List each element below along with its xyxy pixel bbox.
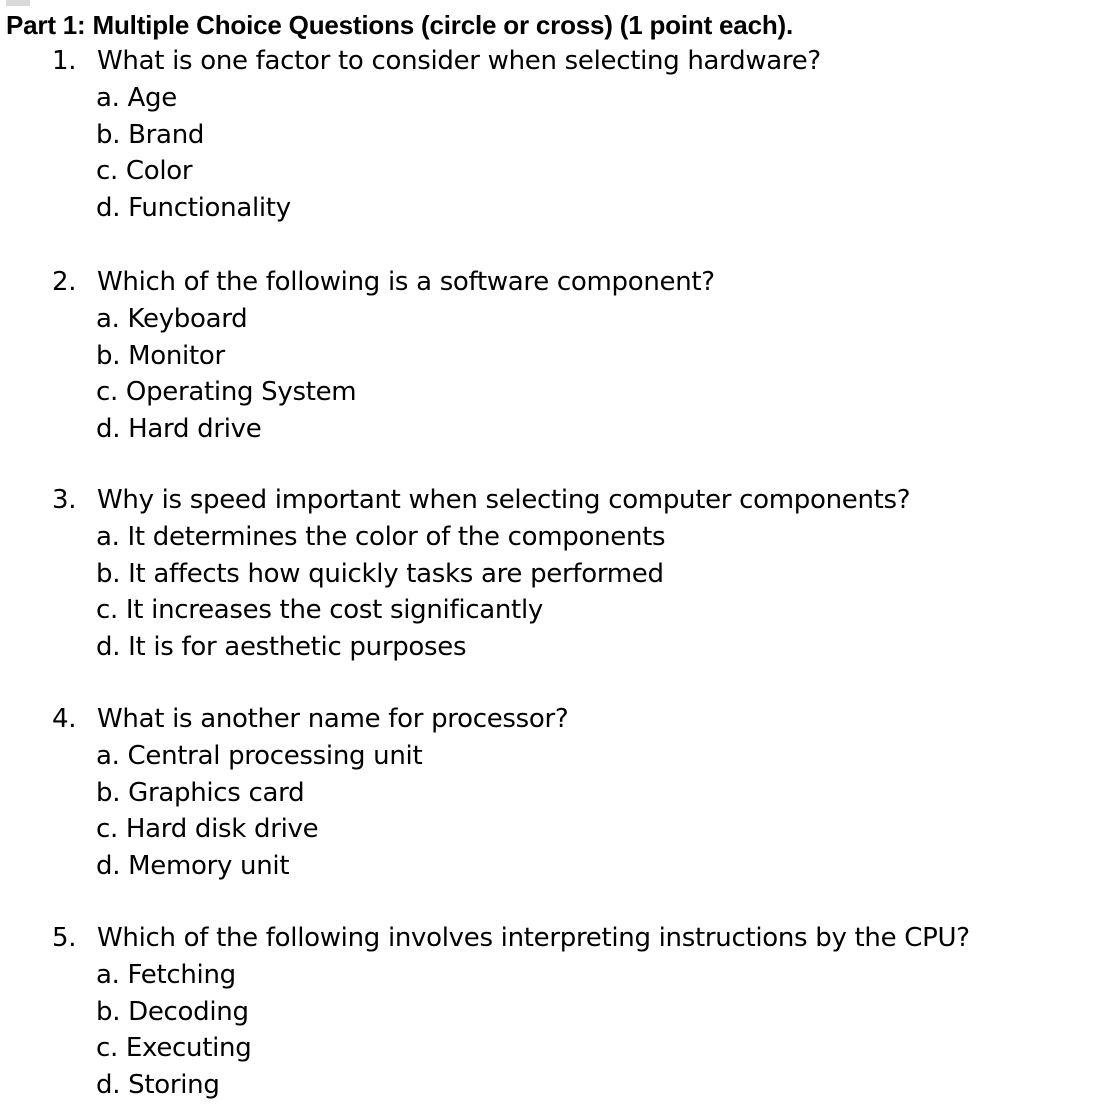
question-line xyxy=(0,920,1100,956)
option-label: a. Central processing unit xyxy=(96,741,423,771)
question-3 xyxy=(0,482,1100,665)
option-label: d. Memory unit xyxy=(96,850,290,881)
question-text: Which of the following is a software component? xyxy=(97,267,715,297)
option-b[interactable] xyxy=(0,994,1100,1031)
option-c[interactable] xyxy=(0,374,1100,411)
option-b[interactable] xyxy=(0,117,1100,154)
option-label: a. Keyboard xyxy=(96,304,248,334)
question-line xyxy=(0,482,1100,518)
question-line xyxy=(0,701,1100,737)
option-label: c. Operating System xyxy=(96,377,357,407)
option-d[interactable] xyxy=(0,848,1100,885)
option-list xyxy=(0,519,1100,665)
part-heading: Part 1: Multiple Choice Questions (circle or cross) (1 point each). xyxy=(6,10,793,40)
option-label: b. Decoding xyxy=(96,996,249,1027)
question-number: 1. xyxy=(52,46,77,76)
option-label: a. Age xyxy=(96,83,177,113)
question-1 xyxy=(0,43,1100,226)
option-list xyxy=(0,957,1100,1103)
question-text: What is another name for processor? xyxy=(97,704,569,734)
question-text: What is one factor to consider when selecting hardware? xyxy=(97,46,821,76)
option-a[interactable] xyxy=(0,738,1100,775)
option-label: b. Monitor xyxy=(96,340,225,371)
option-b[interactable] xyxy=(0,338,1100,375)
question-line xyxy=(0,264,1100,300)
option-c[interactable] xyxy=(0,153,1100,190)
option-label: b. It affects how quickly tasks are performed xyxy=(96,558,664,589)
question-number: 3. xyxy=(52,485,77,515)
option-d[interactable] xyxy=(0,1067,1100,1104)
option-a[interactable] xyxy=(0,957,1100,994)
option-d[interactable] xyxy=(0,411,1100,448)
option-label: c. Color xyxy=(96,156,193,186)
question-number: 4. xyxy=(52,704,77,734)
option-label: a. Fetching xyxy=(96,960,236,990)
option-c[interactable] xyxy=(0,592,1100,629)
page-corner-mark xyxy=(6,0,30,6)
question-text: Which of the following involves interpreting instructions by the CPU? xyxy=(97,923,970,953)
option-label: d. Hard drive xyxy=(96,413,262,444)
option-a[interactable] xyxy=(0,301,1100,338)
question-text: Why is speed important when selecting computer components? xyxy=(97,485,911,515)
option-list xyxy=(0,80,1100,226)
option-a[interactable] xyxy=(0,80,1100,117)
option-b[interactable] xyxy=(0,775,1100,812)
option-label: b. Brand xyxy=(96,119,205,150)
option-label: d. It is for aesthetic purposes xyxy=(96,631,467,662)
option-label: d. Functionality xyxy=(96,192,291,223)
option-list xyxy=(0,301,1100,447)
question-number: 5. xyxy=(52,923,77,953)
option-c[interactable] xyxy=(0,811,1100,848)
option-list xyxy=(0,738,1100,884)
option-d[interactable] xyxy=(0,629,1100,666)
question-5 xyxy=(0,920,1100,1103)
question-2 xyxy=(0,264,1100,447)
option-label: c. Executing xyxy=(96,1033,252,1063)
option-label: c. Hard disk drive xyxy=(96,814,319,844)
question-number: 2. xyxy=(52,267,77,297)
question-line xyxy=(0,43,1100,79)
option-b[interactable] xyxy=(0,556,1100,593)
option-a[interactable] xyxy=(0,519,1100,556)
option-label: a. It determines the color of the components xyxy=(96,522,666,552)
option-label: b. Graphics card xyxy=(96,777,305,808)
option-label: c. It increases the cost significantly xyxy=(96,595,543,625)
question-4 xyxy=(0,701,1100,884)
option-label: d. Storing xyxy=(96,1069,220,1100)
option-d[interactable] xyxy=(0,190,1100,227)
option-c[interactable] xyxy=(0,1030,1100,1067)
